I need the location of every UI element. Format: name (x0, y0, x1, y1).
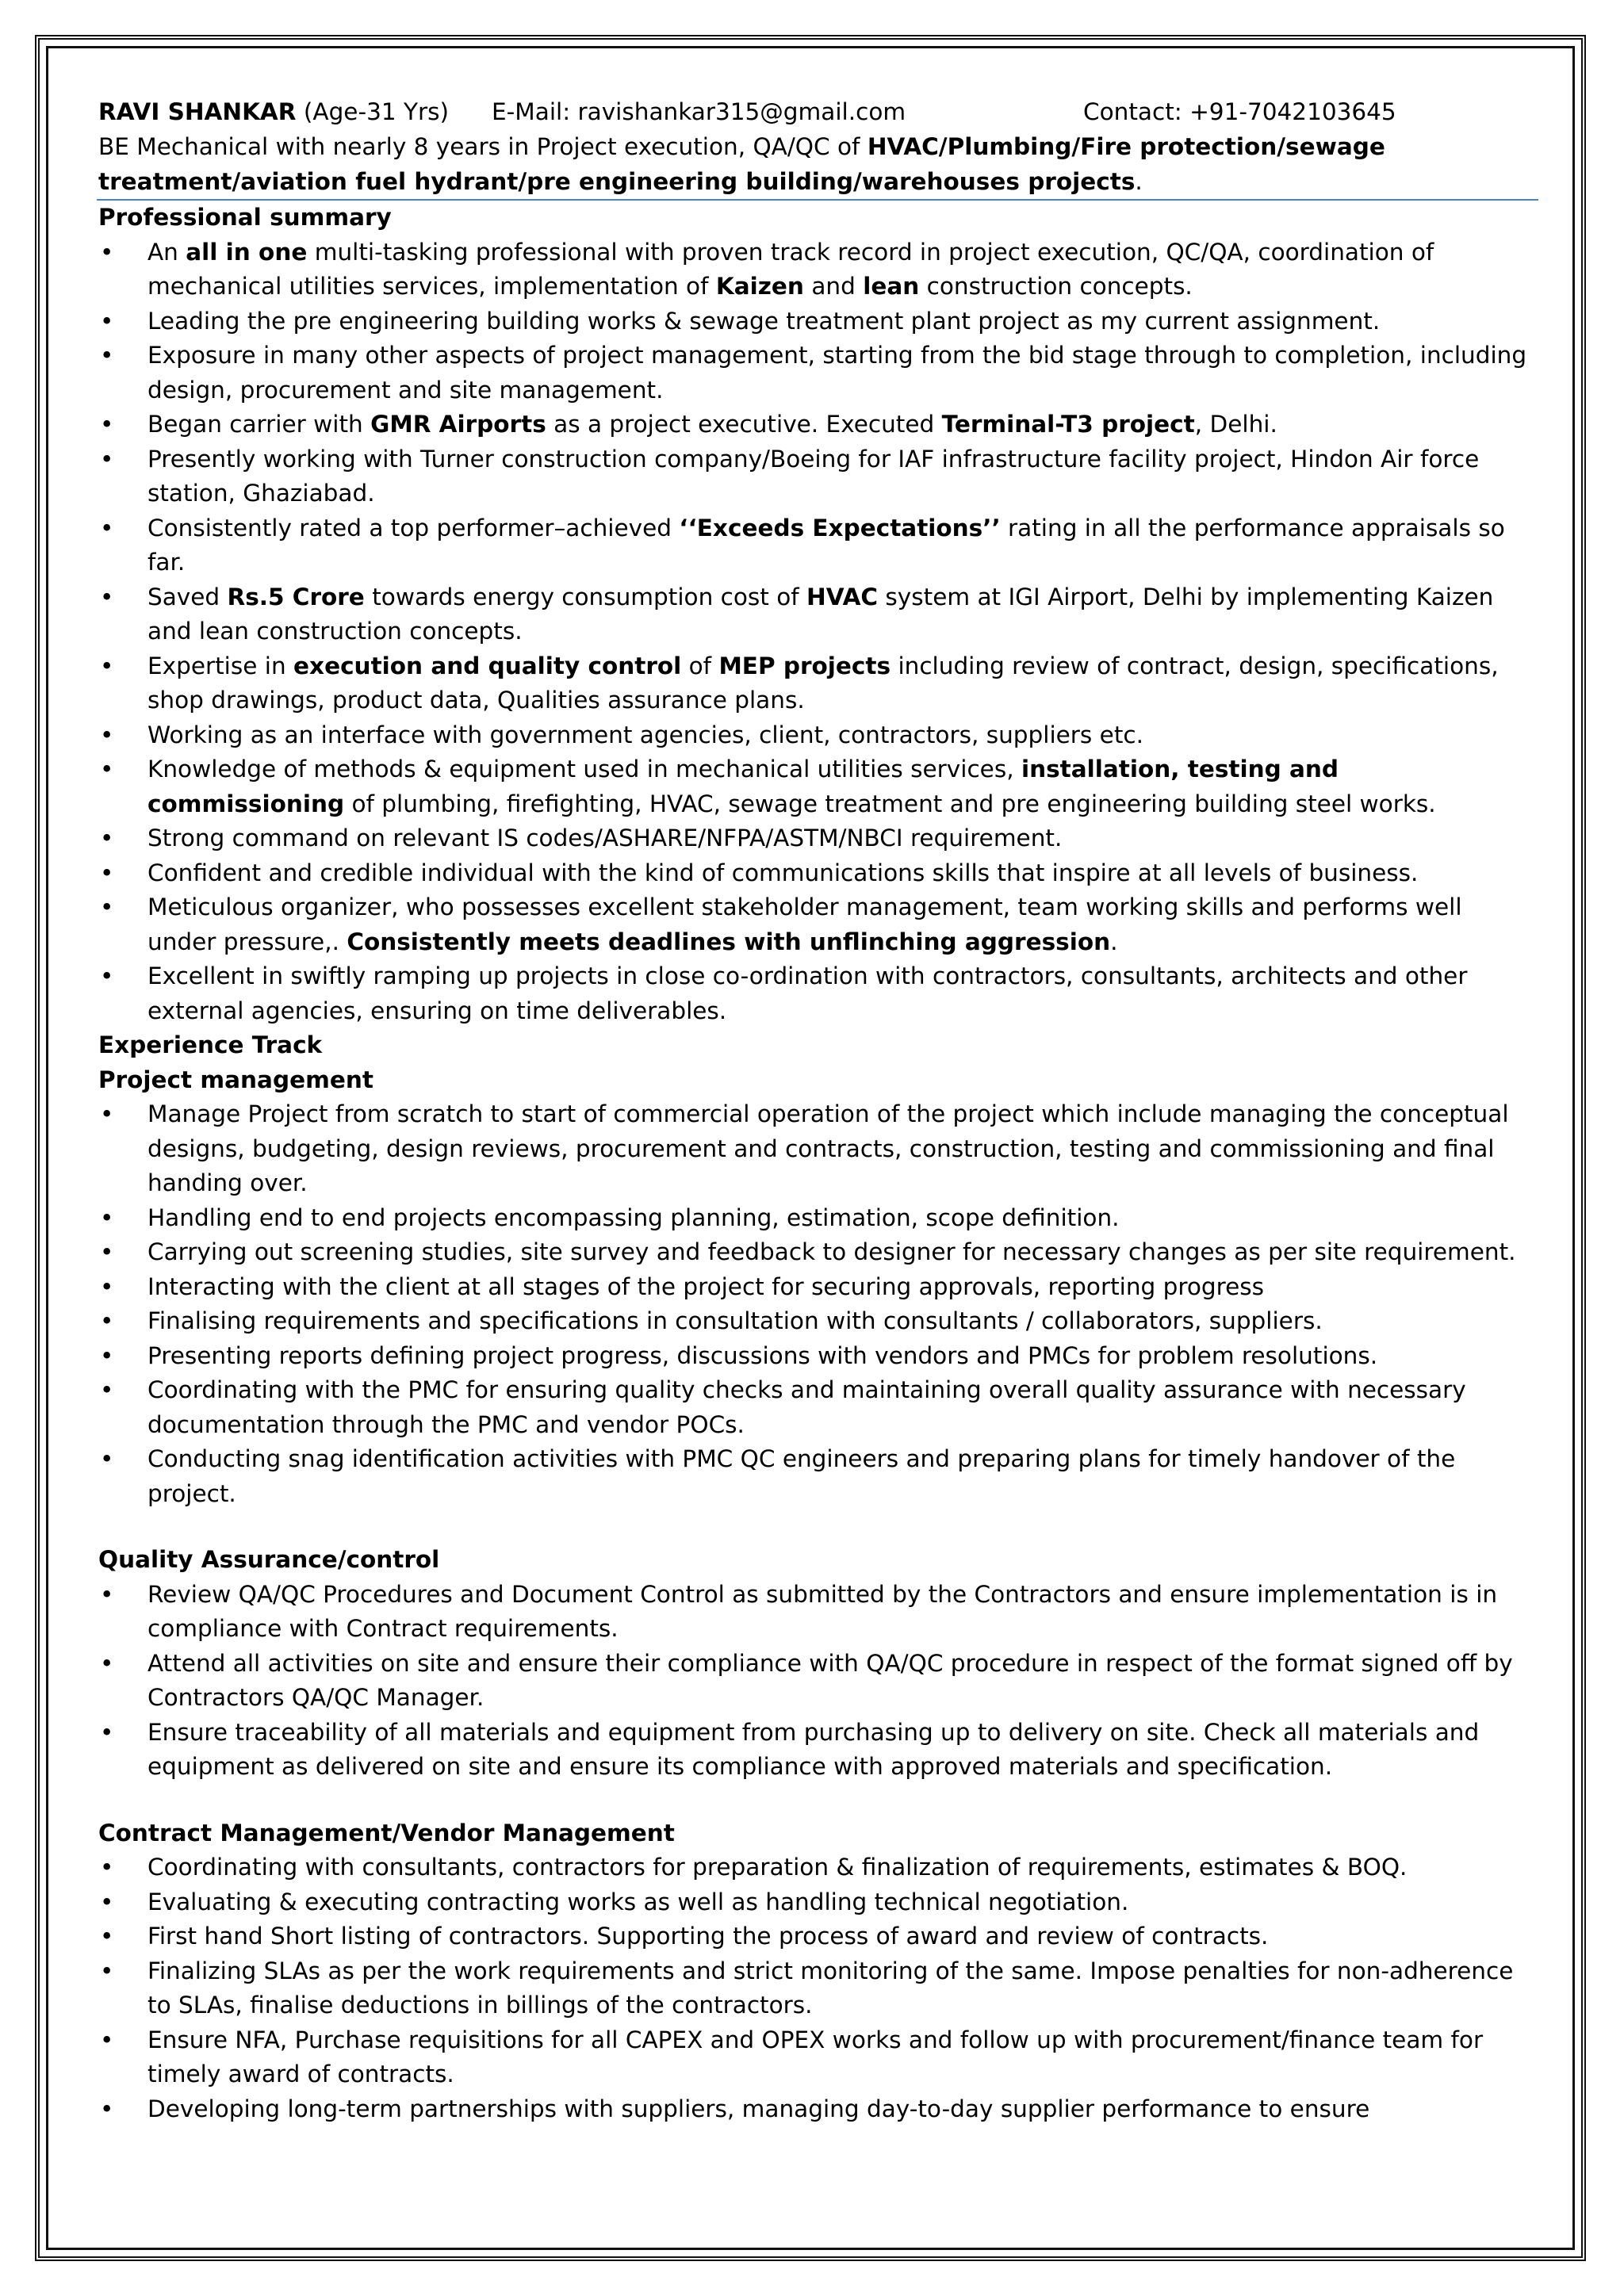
list-item: • Consistently rated a top performer–achieved ‘‘Exceeds Expectations’’ rating in all the performance appraisals so far. (98, 511, 1534, 580)
contract-list (98, 1850, 1534, 2126)
quality-list (98, 1578, 1534, 1785)
list-item: • Exposure in many other aspects of project management, starting from the bid stage through to completion, including design, procurement and site management. (98, 339, 1534, 408)
list-item: • Carrying out screening studies, site survey and feedback to designer for necessary changes as per site requirement. (98, 1235, 1534, 1270)
list-item: • Review QA/QC Procedures and Document Control as submitted by the Contractors and ensure implementation is in compliance with Contract requirements. (98, 1578, 1534, 1647)
candidate-age: (Age-31 Yrs) (303, 98, 450, 125)
tagline-bold: HVAC/Plumbing/Fire protection/sewage treatment/aviation fuel hydrant/pre engineering building/warehouses projects (98, 133, 1385, 195)
candidate-contact: Contact: +91-7042103645 (1083, 98, 1396, 125)
list-item: • Developing long-term partnerships with suppliers, managing day-to-day supplier performance to ensure (98, 2092, 1534, 2127)
summary-list (98, 235, 1534, 1029)
list-item: • Meticulous organizer, who possesses excellent stakeholder management, team working skills and performs well under pressure,. Consistently meets deadlines with unflinching aggression. (98, 890, 1534, 959)
list-item: • Handling end to end projects encompassing planning, estimation, scope definition. (98, 1201, 1534, 1236)
list-item: • Excellent in swiftly ramping up projects in close co-ordination with contractors, consultants, architects and other external agencies, ensuring on time deliverables. (98, 959, 1534, 1028)
list-item: • Presently working with Turner construction company/Boeing for IAF infrastructure facility project, Hindon Air force station, Ghaziabad. (98, 442, 1534, 511)
candidate-email: E-Mail: ravishankar315@gmail.com (492, 98, 906, 125)
list-item: • Began carrier with GMR Airports as a project executive. Executed Terminal-T3 project, Delhi. (98, 408, 1534, 442)
contact-header (98, 95, 1534, 130)
subsection-title-project-management: Project management (98, 1066, 373, 1093)
list-item: • Conducting snag identification activities with PMC QC engineers and preparing plans for timely handover of the project. (98, 1442, 1534, 1511)
list-item: • Working as an interface with government agencies, client, contractors, suppliers etc. (98, 718, 1534, 753)
list-item: • Finalising requirements and specifications in consultation with consultants / collaborators, suppliers. (98, 1304, 1534, 1339)
list-item: • Saved Rs.5 Crore towards energy consumption cost of HVAC system at IGI Airport, Delhi by implementing Kaizen and lean construction concepts. (98, 580, 1534, 649)
list-item: • Coordinating with consultants, contractors for preparation & finalization of requirements, estimates & BOQ. (98, 1850, 1534, 1885)
list-item: • Finalizing SLAs as per the work requirements and strict monitoring of the same. Impose penalties for non-adherence to SLAs, finalise deductions in billings of the contractors. (98, 1954, 1534, 2023)
list-item: • Coordinating with the PMC for ensuring quality checks and maintaining overall quality assurance with necessary documentation through the PMC and vendor POCs. (98, 1373, 1534, 1442)
list-item: • An all in one multi-tasking professional with proven track record in project execution, QC/QA, coordination of mechanical utilities services, implementation of Kaizen and lean construction concepts. (98, 235, 1534, 304)
list-item: • Strong command on relevant IS codes/ASHARE/NFPA/ASTM/NBCI requirement. (98, 821, 1534, 856)
list-item: • Interacting with the client at all stages of the project for securing approvals, reporting progress (98, 1270, 1534, 1305)
list-item: • Attend all activities on site and ensure their compliance with QA/QC procedure in respect of the format signed off by Contractors QA/QC Manager. (98, 1647, 1534, 1716)
list-item: • First hand Short listing of contractors. Supporting the process of award and review of contracts. (98, 1919, 1534, 1954)
subsection-title-contract: Contract Management/Vendor Management (98, 1819, 675, 1846)
section-title-summary: Professional summary (98, 204, 392, 231)
list-item: • Ensure traceability of all materials and equipment from purchasing up to delivery on site. Check all materials and equipment as delivered on site and ensure its compliance with approved materials and specification. (98, 1716, 1534, 1785)
list-item: • Manage Project from scratch to start of commercial operation of the project which include managing the conceptual designs, budgeting, design reviews, procurement and contracts, construction, testing and commissioning and final handing over. (98, 1097, 1534, 1201)
profile-tagline (98, 130, 1534, 199)
project-management-list (98, 1097, 1534, 1511)
list-item: • Expertise in execution and quality control of MEP projects including review of contract, design, specifications, shop drawings, product data, Qualities assurance plans. (98, 649, 1534, 718)
tagline-end: . (1135, 167, 1143, 195)
subsection-title-quality: Quality Assurance/control (98, 1546, 440, 1573)
list-item: • Ensure NFA, Purchase requisitions for all CAPEX and OPEX works and follow up with procurement/finance team for timely award of contracts. (98, 2023, 1534, 2092)
list-item: • Knowledge of methods & equipment used in mechanical utilities services, installation, testing and commissioning of plumbing, firefighting, HVAC, sewage treatment and pre engineering building steel works. (98, 752, 1534, 821)
list-item: • Evaluating & executing contracting works as well as handling technical negotiation. (98, 1885, 1534, 1920)
list-item: • Confident and credible individual with the kind of communications skills that inspire at all levels of business. (98, 856, 1534, 891)
candidate-name: RAVI SHANKAR (98, 98, 297, 125)
section-title-experience: Experience Track (98, 1031, 323, 1058)
resume-page (98, 95, 1534, 2126)
list-item: • Presenting reports defining project progress, discussions with vendors and PMCs for problem resolutions. (98, 1339, 1534, 1374)
tagline-text: BE Mechanical with nearly 8 years in Project execution, QA/QC of (98, 133, 868, 160)
list-item: • Leading the pre engineering building works & sewage treatment plant project as my current assignment. (98, 304, 1534, 339)
